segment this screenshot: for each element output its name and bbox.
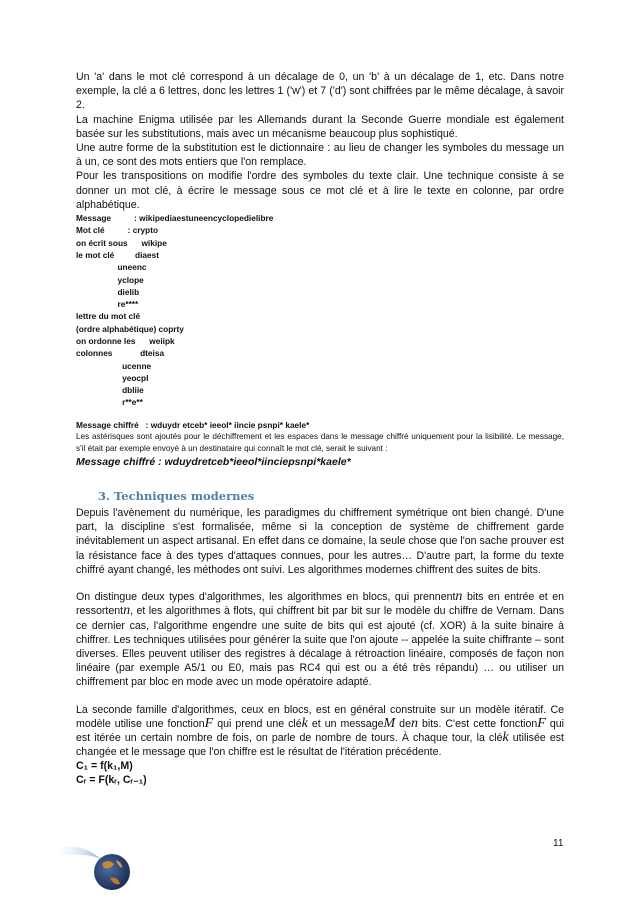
text: On distingue deux types d'algorithmes, les algorithmes en blocs, qui prennent [76,591,456,604]
paragraph-transposition: Pour les transpositions on modifie l'ordre des symboles du texte clair. Une technique consiste à se donner un mot clé, à écrire le message sous ce mot clé et à lire le texte en colonne, par ordre alphabétique. [76,170,564,211]
section-title: Techniques modernes [114,489,255,504]
cipher-message-spaced: Message chiffré : wduydr etceb* ieeol* iincie psnpi* kaele* [76,419,310,430]
paragraph-dictionary: Une autre forme de la substitution est le dictionnaire : au lieu de changer les symboles du message un à un, ce sont des mots entiers que l'on remplace. [76,142,564,169]
cipher-message-final: Message chiffré : wduydretceb*ieeol*iinciepsnpi*kaele* [76,456,351,469]
math-n: n [410,715,418,731]
text: et un message [307,717,384,730]
math-k: k [301,715,308,731]
text: , et les algorithmes à flots, qui chiffrent bit par bit sur le modèle du chiffre de Vernam. Dans ce dernier cas, l'algorithme engendre une suite de bits qui est ajouté (cf. XOR) à la suite binaire à chiffrer. Les techniques utilisées pour générer la suite que l'on ajoute -- appelée la suite chiffrante – sont diverses. Elles peuvent utiliser des registres à décalage à rétroaction linéaire, composés de façon non linéaire (par exemple A5/1 ou E0, mais pas RC4 qui est ou a été très répandu) … ou utiliser un chiffrement par bloc en mode avec un mode opératoire adapté. [76,605,564,689]
text: qui est itérée un certain nombre de fois, on parle de nombre de tours. À chaque tour, la clé [76,717,564,744]
paragraph-block-stream [76,590,564,689]
math-n: n [123,603,131,619]
section-number: 3. [98,489,111,504]
asterisk-note: Les astérisques sont ajoutés pour le déchiffrement et les espaces dans le message chiffré uniquement pour la lisibilité. Le message, s'il était par exemple envoyé à un destinataire qui connaît le mot clé, serait le suivant : [76,432,564,454]
math-M: M [383,715,396,731]
paragraph-iterative-model [76,703,564,760]
transposition-example: Message : wikipediaestuneencyclopedielibre Mot clé : crypto on écrit sous wikipe le mot clé diaest uneenc yclope dielib re**** lettre du mot clé (ordre alphabétique) coprty on ordonne les weiipk colonnes dteisa ucenne yeocpl dbliie r**e** [76,213,274,408]
paragraph-vigenere-example: Un 'a' dans le mot clé correspond à un décalage de 0, un 'b' à un décalage de 1, etc. Dans notre exemple, la clé a 6 lettres, donc les lettres 1 ('w') et 7 ('d') sont chiffrées par le même décalage, à savoir 2. [76,71,564,112]
math-k: k [502,729,509,745]
paragraph-modern-intro: Depuis l'avènement du numérique, les paradigmes du chiffrement symétrique ont bien changé. D'une part, la discipline s'est formalisée, même si la conception de système de chiffrement garde inévitablement un aspect artisanal. En effet dans ce domaine, la seule chose que l'on sache prouver est la résistance face à des types d'attaques connues, pour les autres… D'autre part, la forme du texte chiffré ayant changé, les méthodes ont suivi. Les algorithmes modernes chiffrent des suites de bits. [76,507,564,576]
text: utilisée est changée et le message que l'on chiffre est le résultat de l'itération précédente. [76,731,564,759]
formula-round-r: Cᵣ = F(kᵣ, Cᵣ₋₁) [76,774,147,787]
math-n: n [455,589,463,605]
text: bits. C'est cette fonction [417,717,538,730]
math-F: F [204,715,214,731]
text: La seconde famille d'algorithmes, ceux en blocs, est en général construite sur un modèle itératif. Ce modèle utilise une fonction [76,703,564,730]
section-heading [98,489,564,503]
text: de [395,717,411,730]
math-F: F [537,715,546,731]
footer-logo-graphic [50,830,140,900]
paragraph-enigma: La machine Enigma utilisée par les Allemands durant la Seconde Guerre mondiale est également basée sur les substitutions, mais avec un mécanisme beaucoup plus sophistiqué. [76,113,564,140]
text: qui prend une clé [213,717,302,730]
document-page [76,70,564,787]
page-number: 11 [553,838,564,849]
text: bits en entrée et en ressortent [76,591,564,618]
formula-first-round: C₁ = f(k₁,M) [76,760,133,773]
